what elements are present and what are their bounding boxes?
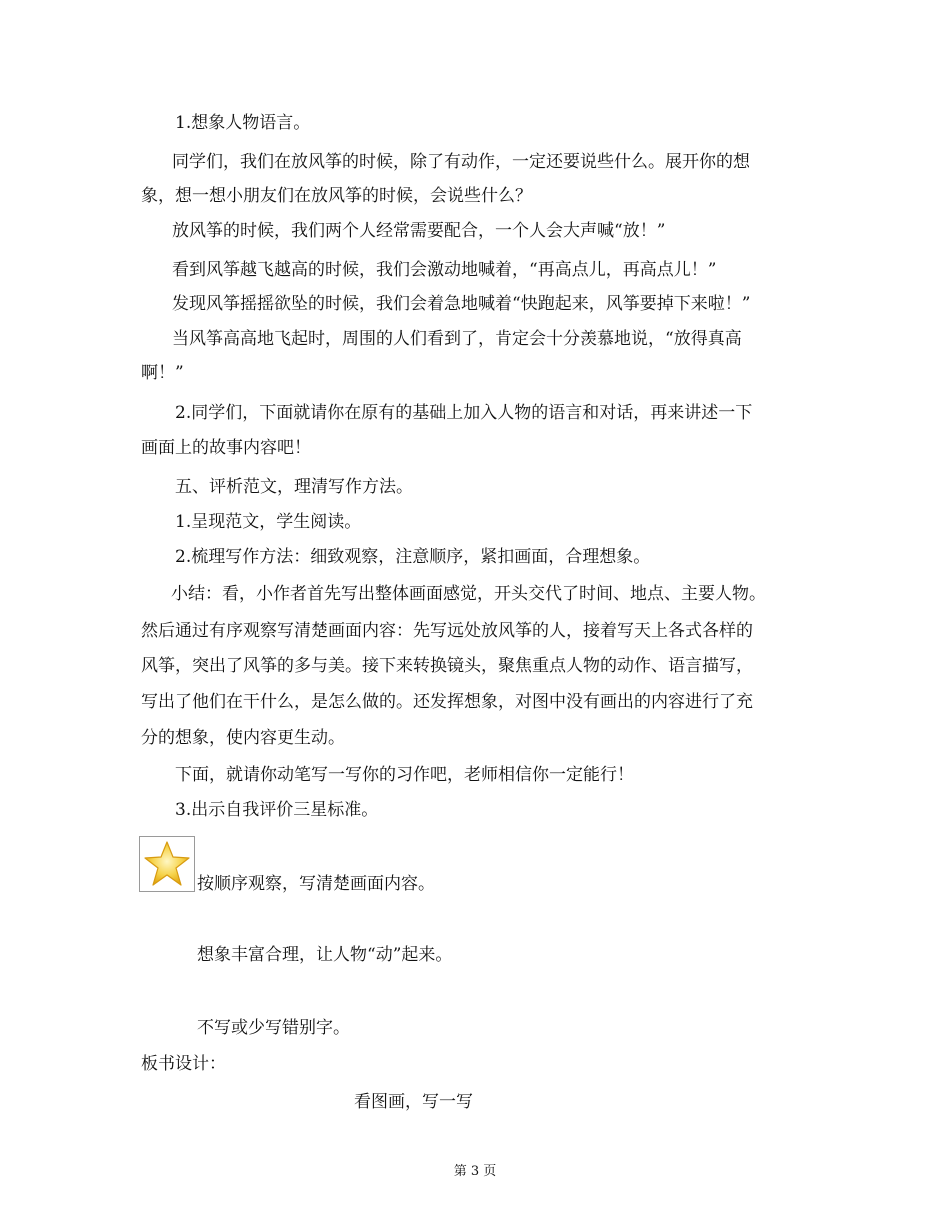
text-line-17: 写出了他们在干什么，是怎么做的。还发挥想象，对图中没有画出的内容进行了充 bbox=[141, 692, 753, 712]
text-line-1: 1.想象人物语言。 bbox=[175, 113, 311, 133]
text-line-4: 放风筝的时候，我们两个人经常需要配合，一个人会大声喊“放！” bbox=[172, 221, 666, 241]
text-line-12: 1.呈现范文，学生阅读。 bbox=[175, 512, 362, 532]
criteria-1: 按顺序观察，写清楚画面内容。 bbox=[197, 874, 435, 894]
text-line-11: 五、评析范文，理清写作方法。 bbox=[175, 477, 413, 497]
criteria-2: 想象丰富合理，让人物“动”起来。 bbox=[197, 945, 453, 965]
board-design-label: 板书设计： bbox=[141, 1054, 226, 1074]
text-line-13: 2.梳理写作方法：细致观察，注意顺序，紧扣画面，合理想象。 bbox=[175, 547, 651, 567]
page-number: 第 3 页 bbox=[453, 1164, 497, 1179]
star-image bbox=[139, 836, 195, 892]
text-line-20: 3.出示自我评价三星标准。 bbox=[175, 800, 379, 820]
text-line-10: 画面上的故事内容吧！ bbox=[141, 438, 311, 458]
text-line-3: 象，想一想小朋友们在放风筝的时候，会说些什么？ bbox=[141, 186, 532, 206]
text-line-2: 同学们，我们在放风筝的时候，除了有动作，一定还要说些什么。展开你的想 bbox=[172, 152, 750, 172]
text-line-5: 看到风筝越飞越高的时候，我们会激动地喊着，“再高点儿，再高点儿！” bbox=[172, 260, 717, 280]
text-line-15: 然后通过有序观察写清楚画面内容：先写远处放风筝的人，接着写天上各式各样的 bbox=[141, 621, 753, 641]
text-line-18: 分的想象，使内容更生动。 bbox=[141, 728, 345, 748]
criteria-3: 不写或少写错别字。 bbox=[197, 1018, 350, 1038]
text-line-19: 下面，就请你动笔写一写你的习作吧，老师相信你一定能行！ bbox=[175, 765, 634, 785]
star-icon bbox=[142, 839, 192, 889]
board-design-title: 看图画，写一写 bbox=[354, 1092, 473, 1112]
text-line-9: 2.同学们，下面就请你在原有的基础上加入人物的语言和对话，再来讲述一下 bbox=[175, 403, 753, 423]
text-line-16: 风筝，突出了风筝的多与美。接下来转换镜头，聚焦重点人物的动作、语言描写， bbox=[141, 656, 753, 676]
text-line-14: 小结：看，小作者首先写出整体画面感觉，开头交代了时间、地点、主要人物。 bbox=[171, 584, 766, 604]
text-line-7: 当风筝高高地飞起时，周围的人们看到了，肯定会十分羡慕地说，“放得真高 bbox=[172, 329, 742, 349]
text-line-8: 啊！” bbox=[141, 363, 184, 383]
text-line-6: 发现风筝摇摇欲坠的时候，我们会着急地喊着“快跑起来，风筝要掉下来啦！” bbox=[172, 294, 751, 314]
